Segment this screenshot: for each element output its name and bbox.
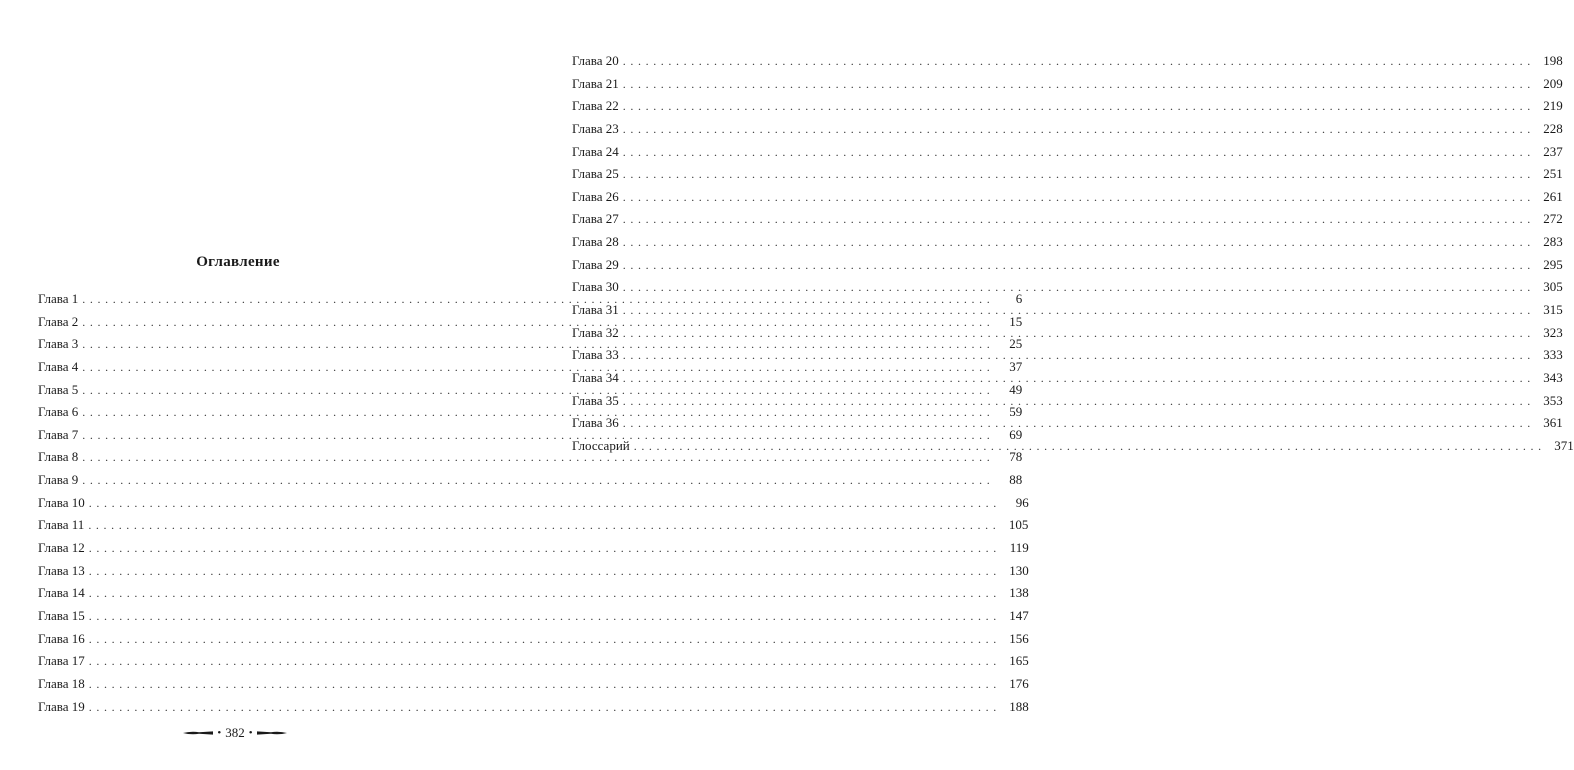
dot-leader: ........................................................................................................................ (88, 699, 1001, 714)
toc-entry-label: Глава 18 (38, 675, 85, 691)
toc-entry-page-number: 138 (1009, 585, 1029, 601)
dot-leader: ........................................................................................................................ (622, 257, 1535, 272)
dot-leader: ........................................................................................................................ (88, 586, 1001, 601)
toc-entry-label: Глава 25 (572, 166, 619, 182)
toc-entry-label: Глава 14 (38, 585, 85, 601)
toc-entry[interactable] (38, 514, 1029, 537)
toc-entry[interactable] (572, 163, 1563, 186)
toc-entry-page-number: 15 (1009, 313, 1023, 329)
toc-entry-label: Глоссарий (572, 437, 630, 453)
dot-leader: ........................................................................................................................ (622, 348, 1535, 363)
toc-entry-label: Глава 4 (38, 358, 79, 374)
toc-entry-label: Глава 7 (38, 426, 79, 442)
toc-entry[interactable] (572, 95, 1563, 118)
dot-leader: ........................................................................................................................ (622, 189, 1535, 204)
toc-entry-label: Глава 26 (572, 188, 619, 204)
toc-entry-page-number: 323 (1543, 324, 1563, 340)
toc-entry[interactable] (38, 492, 1029, 515)
toc-entry-page-number: 165 (1009, 653, 1029, 669)
dot-leader: ........................................................................................................................ (622, 99, 1535, 114)
toc-entry-page-number: 69 (1009, 426, 1023, 442)
toc-entry-label: Глава 30 (572, 279, 619, 295)
dot-leader: ........................................................................................................................ (622, 167, 1535, 182)
toc-entry-label: Глава 10 (38, 494, 85, 510)
toc-entry[interactable] (572, 276, 1563, 299)
dot-leader: ........................................................................................................................ (622, 54, 1535, 68)
toc-entry[interactable] (572, 186, 1563, 209)
dot-leader: ........................................................................................................................ (82, 427, 995, 442)
dot-leader: ........................................................................................................................ (622, 76, 1535, 91)
dot-leader: ........................................................................................................................ (633, 438, 1546, 453)
toc-entry-page-number: 130 (1009, 562, 1029, 578)
toc-entry-page-number: 353 (1543, 392, 1563, 408)
toc-entry[interactable] (572, 141, 1563, 164)
dot-leader: ........................................................................................................................ (622, 303, 1535, 318)
toc-entry-page-number: 49 (1009, 381, 1023, 397)
toc-entry-page-number: 188 (1009, 698, 1029, 714)
toc-entry[interactable] (38, 537, 1029, 560)
dot-leader: ........................................................................................................................ (622, 235, 1535, 250)
dot-leader: ........................................................................................................................ (82, 382, 995, 397)
toc-entry-label: Глава 28 (572, 234, 619, 250)
toc-entry-label: Глава 31 (572, 302, 619, 318)
toc-entry-label: Глава 2 (38, 313, 79, 329)
dot-leader: ........................................................................................................................ (88, 654, 1001, 669)
toc-entry-label: Глава 34 (572, 369, 619, 385)
dot-leader: ........................................................................................................................ (88, 563, 1001, 578)
toc-entry[interactable] (38, 469, 1023, 492)
toc-entry[interactable] (572, 208, 1563, 231)
dot-leader: ........................................................................................................................ (622, 370, 1535, 385)
toc-entry[interactable] (572, 118, 1563, 141)
toc-entry-label: Глава 15 (38, 607, 85, 623)
toc-entry-label: Глава 23 (572, 120, 619, 136)
toc-entry-page-number: 88 (1009, 472, 1023, 488)
toc-entry-page-number: 237 (1543, 143, 1563, 159)
toc-entry-page-number: 251 (1543, 166, 1563, 182)
toc-entry-label: Глава 24 (572, 143, 619, 159)
toc-entry-page-number: 6 (1015, 291, 1023, 306)
toc-entry-label: Глава 6 (38, 404, 79, 420)
toc-entry-page-number: 25 (1009, 336, 1023, 352)
toc-entry[interactable] (572, 299, 1563, 322)
dot-leader: ........................................................................................................................ (622, 280, 1535, 295)
toc-entry-label: Глава 29 (572, 256, 619, 272)
toc-entry-page-number: 333 (1543, 347, 1563, 363)
page-folio (170, 725, 300, 741)
toc-title: Оглавление (196, 254, 280, 270)
dot-leader: ........................................................................................................................ (82, 359, 995, 374)
toc-entry-page-number: 219 (1543, 98, 1563, 114)
toc-entry-label: Глава 21 (572, 75, 619, 91)
toc-entry-label: Глава 33 (572, 347, 619, 363)
toc-entry-label: Глава 20 (572, 53, 619, 68)
toc-entry[interactable] (572, 50, 1563, 73)
toc-entry-label: Глава 35 (572, 392, 619, 408)
toc-entry-label: Глава 19 (38, 698, 85, 714)
toc-entry[interactable] (38, 605, 1029, 628)
toc-entry-page-number: 37 (1009, 358, 1023, 374)
toc-entry[interactable] (38, 696, 1029, 719)
toc-entry-page-number: 305 (1543, 279, 1563, 295)
toc-entry-page-number: 78 (1009, 449, 1023, 465)
toc-entry-page-number: 96 (1015, 494, 1029, 510)
toc-entry-label: Глава 16 (38, 630, 85, 646)
toc-entry-page-number: 119 (1009, 540, 1029, 556)
toc-entry-page-number: 315 (1543, 302, 1563, 318)
dot-leader: ........................................................................................................................ (622, 121, 1535, 136)
folio-page-number: 382 (225, 725, 245, 740)
folio-dot-left: • (217, 727, 222, 739)
toc-entry-page-number: 198 (1543, 53, 1563, 68)
folio-dot-right: • (248, 727, 253, 739)
toc-entry-page-number: 209 (1543, 75, 1563, 91)
dot-leader: ........................................................................................................................ (82, 450, 995, 465)
toc-entry-label: Глава 13 (38, 562, 85, 578)
toc-entry[interactable] (38, 582, 1029, 605)
toc-entry[interactable] (572, 73, 1563, 96)
dot-leader: ........................................................................................................................ (88, 676, 1001, 691)
dot-leader: ........................................................................................................................ (82, 314, 995, 329)
toc-entry-page-number: 147 (1009, 607, 1029, 623)
dot-leader: ........................................................................................................................ (82, 337, 995, 352)
toc-entry-label: Глава 17 (38, 653, 85, 669)
toc-entry-label: Глава 36 (572, 415, 619, 431)
toc-entry-page-number: 295 (1543, 256, 1563, 272)
dot-leader: ........................................................................................................................ (622, 325, 1535, 340)
dot-leader: ........................................................................................................................ (622, 416, 1535, 431)
toc-entry[interactable] (572, 231, 1563, 254)
dot-leader: ........................................................................................................................ (622, 393, 1535, 408)
toc-entry-label: Глава 27 (572, 211, 619, 227)
toc-entry-page-number: 261 (1543, 188, 1563, 204)
ornament-right-icon (257, 729, 287, 737)
toc-entry-page-number: 156 (1009, 630, 1029, 646)
toc-entry-label: Глава 12 (38, 540, 85, 556)
toc-entry-page-number: 228 (1543, 120, 1563, 136)
dot-leader: ........................................................................................................................ (88, 541, 1001, 556)
toc-entry-label: Глава 11 (38, 517, 85, 533)
toc-entry[interactable] (38, 628, 1029, 651)
dot-leader: ........................................................................................................................ (88, 518, 1001, 533)
toc-entry-page-number: 283 (1543, 234, 1563, 250)
toc-entry-label: Глава 3 (38, 336, 79, 352)
toc-entry-page-number: 361 (1543, 415, 1563, 431)
toc-entry[interactable] (572, 254, 1563, 277)
toc-entry-page-number: 59 (1009, 404, 1023, 420)
toc-entry[interactable] (38, 560, 1029, 583)
toc-entry[interactable] (38, 650, 1029, 673)
toc-entry-page-number: 343 (1543, 369, 1563, 385)
toc-entry-label: Глава 8 (38, 449, 79, 465)
toc-entry[interactable] (38, 673, 1029, 696)
dot-leader: ........................................................................................................................ (82, 292, 995, 306)
toc-entry-label: Глава 1 (38, 291, 79, 306)
toc-entry[interactable] (38, 446, 1023, 469)
toc-entry-page-number: 105 (1008, 517, 1029, 533)
dot-leader: ........................................................................................................................ (622, 212, 1535, 227)
dot-leader: ........................................................................................................................ (88, 608, 1001, 623)
toc-entry-page-number: 371 (1554, 437, 1574, 453)
dot-leader: ........................................................................................................................ (82, 405, 995, 420)
dot-leader: ........................................................................................................................ (88, 495, 1001, 510)
toc-entry-page-number: 272 (1543, 211, 1563, 227)
dot-leader: ........................................................................................................................ (622, 144, 1535, 159)
dot-leader: ........................................................................................................................ (82, 473, 995, 488)
toc-entry-label: Глава 32 (572, 324, 619, 340)
toc-entry-page-number: 176 (1009, 675, 1029, 691)
toc-entry-label: Глава 9 (38, 472, 79, 488)
toc-entry-label: Глава 22 (572, 98, 619, 114)
dot-leader: ........................................................................................................................ (88, 631, 1001, 646)
toc-entry-label: Глава 5 (38, 381, 79, 397)
ornament-left-icon (183, 729, 213, 737)
